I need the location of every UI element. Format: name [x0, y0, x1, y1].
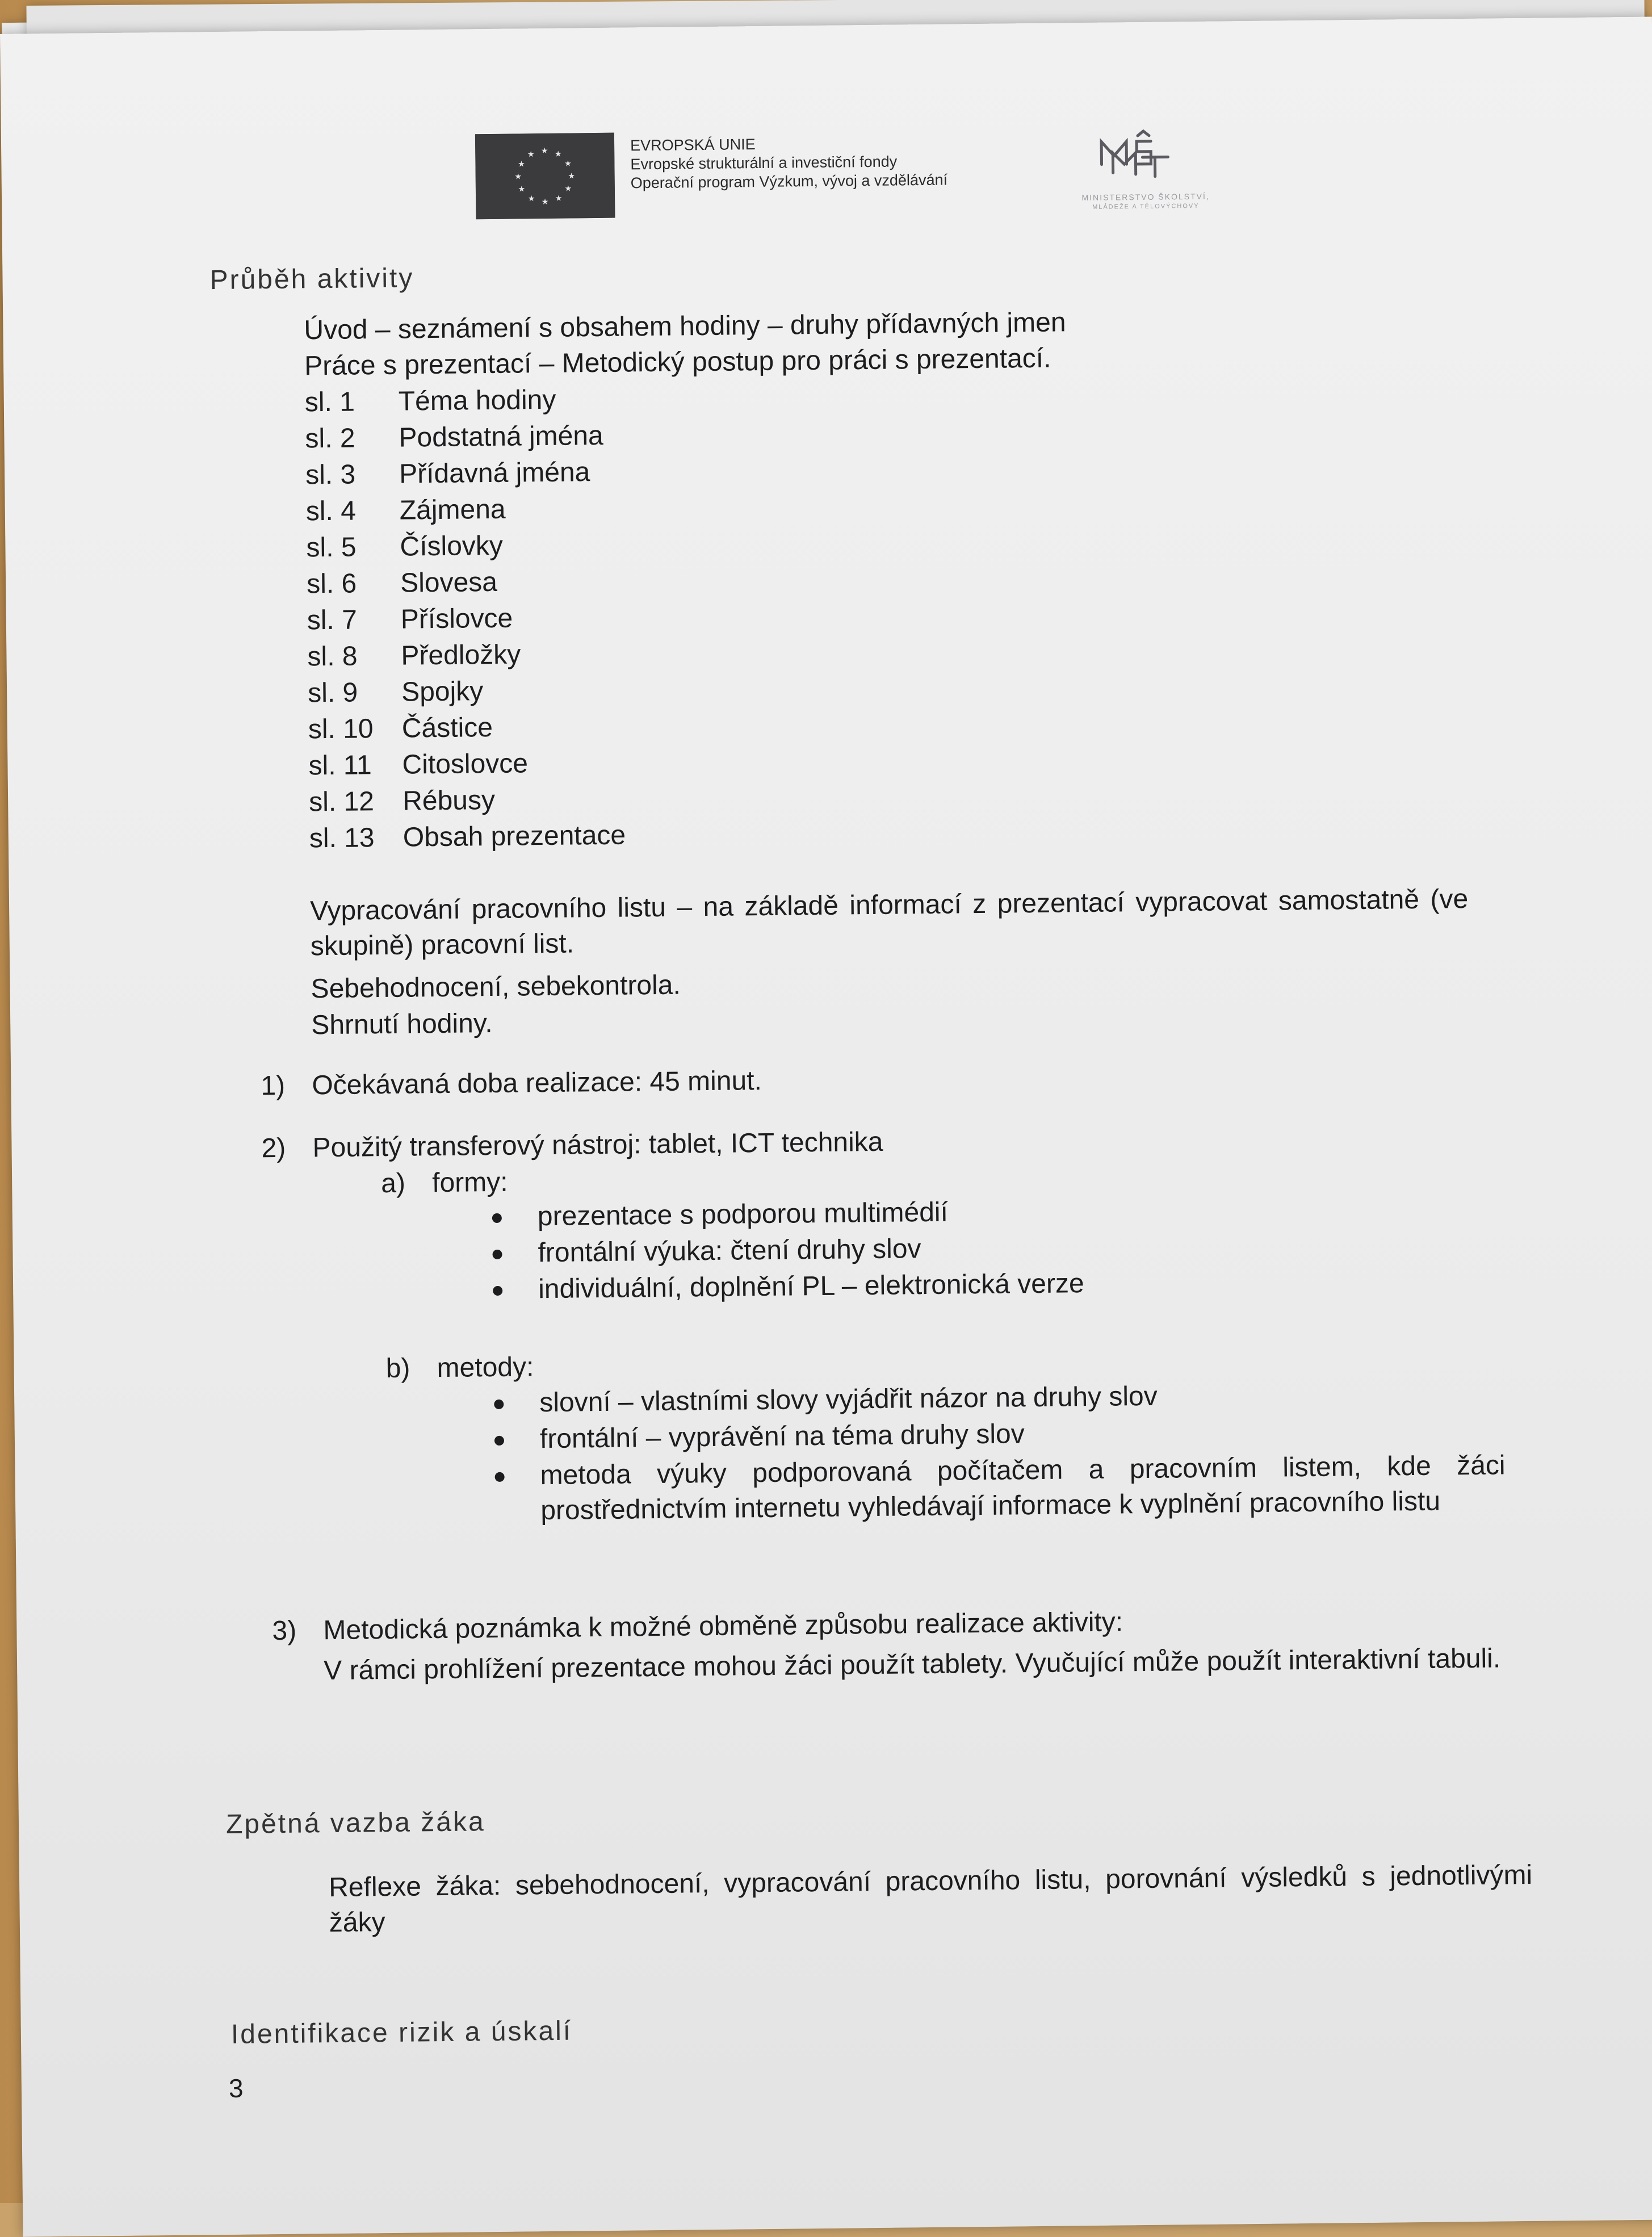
slide-title: Číslovky: [400, 530, 504, 562]
bullet-dot: [492, 1213, 502, 1223]
item-text: Očekávaná doba realizace: 45 minut.: [312, 1066, 762, 1101]
bullet-dot: [493, 1286, 502, 1296]
slide-number: sl. 6: [306, 568, 357, 600]
slide-row: [308, 748, 528, 781]
eu-program-text: [630, 133, 947, 193]
section-heading-progress: Průběh aktivity: [209, 263, 414, 296]
sub-item-marker: a): [380, 1168, 406, 1199]
item-marker: 1): [261, 1070, 286, 1101]
slide-title: Obsah prezentace: [402, 820, 626, 853]
bullet-text: slovní – vlastními slovy vyjádřit názor na druhy slov: [539, 1381, 1158, 1418]
slide-title: Předložky: [401, 639, 521, 671]
bullet-dot: [492, 1250, 502, 1259]
sub-item-label: formy:: [431, 1167, 508, 1199]
svg-text:★: ★: [568, 171, 576, 181]
slide-number: sl. 1: [304, 387, 355, 418]
bullet-dot: [494, 1400, 504, 1409]
slide-number: sl. 9: [307, 677, 358, 709]
slide-row: [306, 530, 503, 564]
slide-number: sl. 8: [307, 641, 358, 672]
svg-text:★: ★: [540, 146, 548, 156]
slide-number: sl. 5: [306, 532, 357, 563]
item-text: Použitý transferový nástroj: tablet, ICT technika: [312, 1126, 883, 1163]
msmt-caption: [1052, 191, 1239, 212]
page-number: 3: [228, 2073, 244, 2103]
slide-number: sl. 4: [305, 496, 357, 527]
slide-row: [306, 494, 506, 527]
svg-text:★: ★: [514, 172, 522, 182]
svg-text:★: ★: [555, 194, 563, 203]
svg-text:★: ★: [564, 184, 572, 194]
slide-row: [307, 603, 513, 636]
bullet-text: prezentace s podporou multimédií: [537, 1197, 949, 1232]
method-line: Práce s prezentací – Metodický postup pro práci s prezentací.: [304, 343, 1051, 382]
slide-title: Citoslovce: [402, 748, 529, 780]
slide-number: sl. 3: [305, 459, 356, 491]
slide-title: Téma hodiny: [398, 384, 556, 417]
msmt-caption-line: MINISTERSTVO ŠKOLSTVÍ,: [1081, 191, 1210, 203]
svg-text:★: ★: [518, 185, 526, 194]
bullet-text: individuální, doplnění PL – elektronická verze: [538, 1268, 1084, 1305]
worksheet-paragraph: Vypracování pracovního listu – na základě informací z prezentací vypracovat samostatně (ve skupině) pracovní list.: [309, 884, 1469, 962]
eu-line: Operační program Výzkum, vývoj a vzdělávání: [630, 171, 948, 192]
slide-row: [307, 567, 497, 600]
eu-line: EVROPSKÁ UNIE: [630, 136, 756, 154]
svg-text:★: ★: [518, 160, 525, 169]
eu-line: Evropské strukturální a investiční fondy: [630, 153, 898, 173]
slide-title: Přídavná jména: [399, 457, 590, 489]
bullet-text: frontální výuka: čtení druhy slov: [538, 1234, 921, 1268]
bullet-text: frontální – vyprávění na téma druhy slov: [539, 1419, 1025, 1455]
sub-item-marker: b): [385, 1353, 410, 1384]
eu-flag-logo: [475, 133, 615, 220]
numbered-item-2: [261, 1126, 883, 1164]
slide-title: Podstatná jména: [399, 420, 603, 453]
self-eval-line: Sebehodnocení, sebekontrola.: [311, 970, 681, 1004]
slide-row: [308, 676, 484, 709]
msmt-caption-line: MLÁDEŽE A TĚLOVÝCHOVY: [1092, 202, 1200, 211]
item-3-text: V rámci prohlížení prezentace mohou žáci použít tablety. Vyučující může použít interaktivní tabuli.: [323, 1643, 1501, 1686]
slide-number: sl. 13: [309, 823, 375, 854]
document-page: [0, 17, 1652, 2237]
summary-line: Shrnutí hodiny.: [311, 1008, 493, 1041]
bullet-dot: [495, 1472, 505, 1482]
feedback-paragraph: Reflexe žáka: sebehodnocení, vypracování pracovního listu, porovnání výsledků s jednotlivými žáky: [328, 1859, 1533, 1938]
bullet-item: [540, 1448, 1506, 1528]
slide-title: Spojky: [401, 676, 484, 707]
numbered-item-3: [272, 1606, 1123, 1647]
section-heading-feedback: Zpětná vazba žáka: [225, 1807, 485, 1840]
item-marker: 3): [272, 1615, 297, 1647]
svg-text:★: ★: [541, 197, 549, 207]
slide-number: sl. 7: [307, 605, 358, 636]
slide-title: Částice: [401, 712, 493, 744]
sub-item-label: metody:: [437, 1352, 534, 1384]
slide-row: [305, 384, 556, 418]
slide-title: Slovesa: [400, 567, 498, 598]
svg-text:★: ★: [554, 149, 562, 159]
svg-text:★: ★: [527, 194, 535, 204]
sub-item-forms: [380, 1167, 508, 1199]
sub-item-methods: [385, 1351, 534, 1384]
slide-title: Rébusy: [402, 785, 496, 816]
slide-row: [307, 639, 521, 672]
slide-number: sl. 12: [308, 786, 375, 818]
msmt-logo: [1051, 106, 1239, 204]
numbered-item-1: [261, 1065, 762, 1101]
slide-row: [305, 456, 590, 491]
slide-row: [308, 712, 493, 745]
svg-text:★: ★: [564, 159, 572, 169]
slide-number: sl. 11: [308, 750, 372, 781]
intro-line: Úvod – seznámení s obsahem hodiny – druhy přídavných jmen: [304, 307, 1066, 346]
slide-title: Příslovce: [400, 603, 513, 635]
bullet-dot: [494, 1436, 504, 1446]
slide-title: Zájmena: [399, 494, 506, 526]
item-title: Metodická poznámka k možné obměně způsobu realizace aktivity:: [323, 1607, 1123, 1646]
slide-row: [309, 820, 626, 854]
slide-number: sl. 2: [305, 423, 355, 454]
slide-row: [309, 785, 495, 818]
slide-row: [305, 420, 603, 454]
slide-number: sl. 10: [308, 714, 374, 745]
svg-text:★: ★: [527, 150, 535, 160]
item-marker: 2): [261, 1133, 286, 1164]
section-heading-risks: Identifikace rizik a úskalí: [230, 2016, 573, 2050]
bullet-text: metoda výuky podporovaná počítačem a pracovním listem, kde žáci prostřednictvím internetu vyhledávají informace k vyplnění pracovního listu: [540, 1450, 1506, 1526]
